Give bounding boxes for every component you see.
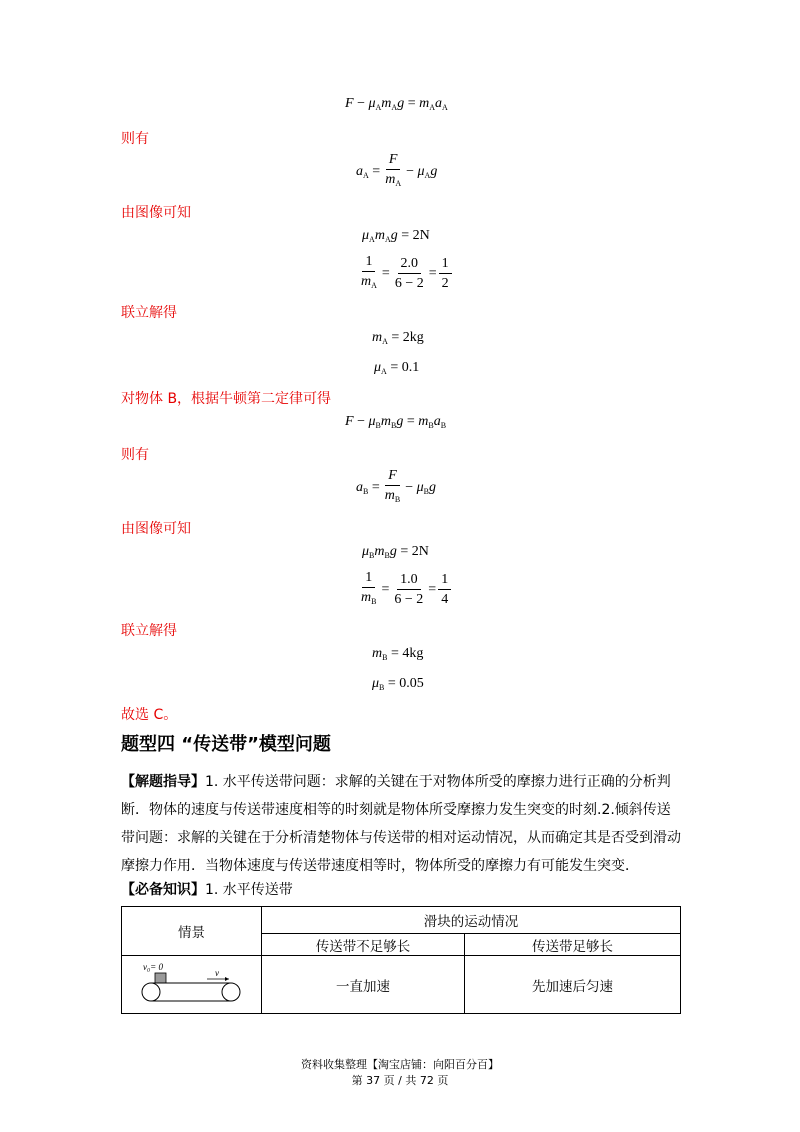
label-solve-2: 联立解得 xyxy=(121,623,177,639)
cell-short-belt-motion: 一直加速 xyxy=(262,956,465,1014)
cell-long-belt-motion: 先加速后匀速 xyxy=(465,956,681,1014)
equation-mass-a: $m_A = 2kg$ xyxy=(372,330,424,346)
footer-page-number: 第 37 页 / 共 72 页 xyxy=(351,1074,449,1087)
section-title: 题型四 “传送带”模型问题 xyxy=(121,734,331,755)
equation-newton-a: $F - \mu_Am_Ag = m_Aa_A$ xyxy=(345,96,448,112)
conveyor-table xyxy=(121,906,681,1014)
equation-accel-a: $a_A$ = $\frac{F}{m_A}$ − $\mu_Ag$ xyxy=(356,152,438,188)
label-then-2: 则有 xyxy=(121,447,149,463)
guide-text: 1. 水平传送带问题：求解的关键在于对物体所受的摩擦力进行正确的分析判断．物体的速度与传送带速度相等的时刻就是物体所受摩擦力发生突变的时刻.2.倾斜传送带问题：求解的关键在于分析清楚物体与传送带的相对运动情况，从而确定其是否受到滑动摩擦力作用．当物体速度与传送带速度相等时，物体所受的摩擦力有可能发生突变． xyxy=(121,774,681,874)
label-answer: 故选 C。 xyxy=(121,707,178,723)
knowledge-label: 【必备知识】 xyxy=(121,882,205,898)
equation-newton-b: $F - \mu_Bm_Bg = m_Ba_B$ xyxy=(345,414,447,430)
label-then-1: 则有 xyxy=(121,131,149,147)
equation-mass-b: $m_B = 4kg$ xyxy=(372,646,424,662)
equation-mu-b: $\mu_B = 0.05$ xyxy=(372,676,424,692)
label-from-graph-1: 由图像可知 xyxy=(121,205,191,221)
equation-friction-b: $\mu_Bm_Bg = 2N$ xyxy=(362,544,429,560)
guide-paragraph xyxy=(121,768,681,880)
equation-friction-a: $\mu_Am_Ag = 2N$ xyxy=(362,228,430,244)
header-scene: 情景 xyxy=(122,907,262,956)
guide-label: 【解题指导】 xyxy=(121,774,205,790)
knowledge-paragraph xyxy=(121,876,681,904)
label-from-graph-2: 由图像可知 xyxy=(121,521,191,537)
footer-source: 资料收集整理【淘宝店铺：向阳百分百】 xyxy=(301,1058,499,1071)
equation-slope-a: $\frac{1}{m_A}$ = $\frac{2.0}{6 - 2}$ = $\frac{1}{2}$ xyxy=(356,254,454,294)
diagram-v-label: v xyxy=(214,967,219,978)
header-motion: 滑块的运动情况 xyxy=(262,907,681,934)
scene-diagram-cell xyxy=(122,956,262,1014)
conveyor-belt-diagram xyxy=(137,959,247,1007)
right-pulley xyxy=(222,983,240,1001)
velocity-arrowhead xyxy=(225,977,229,981)
label-object-b: 对物体 B，根据牛顿第二定律可得 xyxy=(121,391,332,407)
label-solve-1: 联立解得 xyxy=(121,305,177,321)
equation-slope-b: $\frac{1}{m_B}$ = $\frac{1.0}{6 - 2}$ = $\frac{1}{4}$ xyxy=(356,570,453,610)
header-short-belt: 传送带不足够长 xyxy=(262,934,465,956)
equation-mu-a: $\mu_A = 0.1$ xyxy=(374,360,420,376)
block-shape xyxy=(155,973,166,983)
equation-accel-b: $a_B$ = $\frac{F}{m_B}$ − $\mu_Bg$ xyxy=(356,468,436,504)
header-long-belt: 传送带足够长 xyxy=(465,934,681,956)
knowledge-text: 1. 水平传送带 xyxy=(205,882,293,898)
diagram-v0-label: v₀= 0 xyxy=(142,961,163,972)
left-pulley xyxy=(142,983,160,1001)
